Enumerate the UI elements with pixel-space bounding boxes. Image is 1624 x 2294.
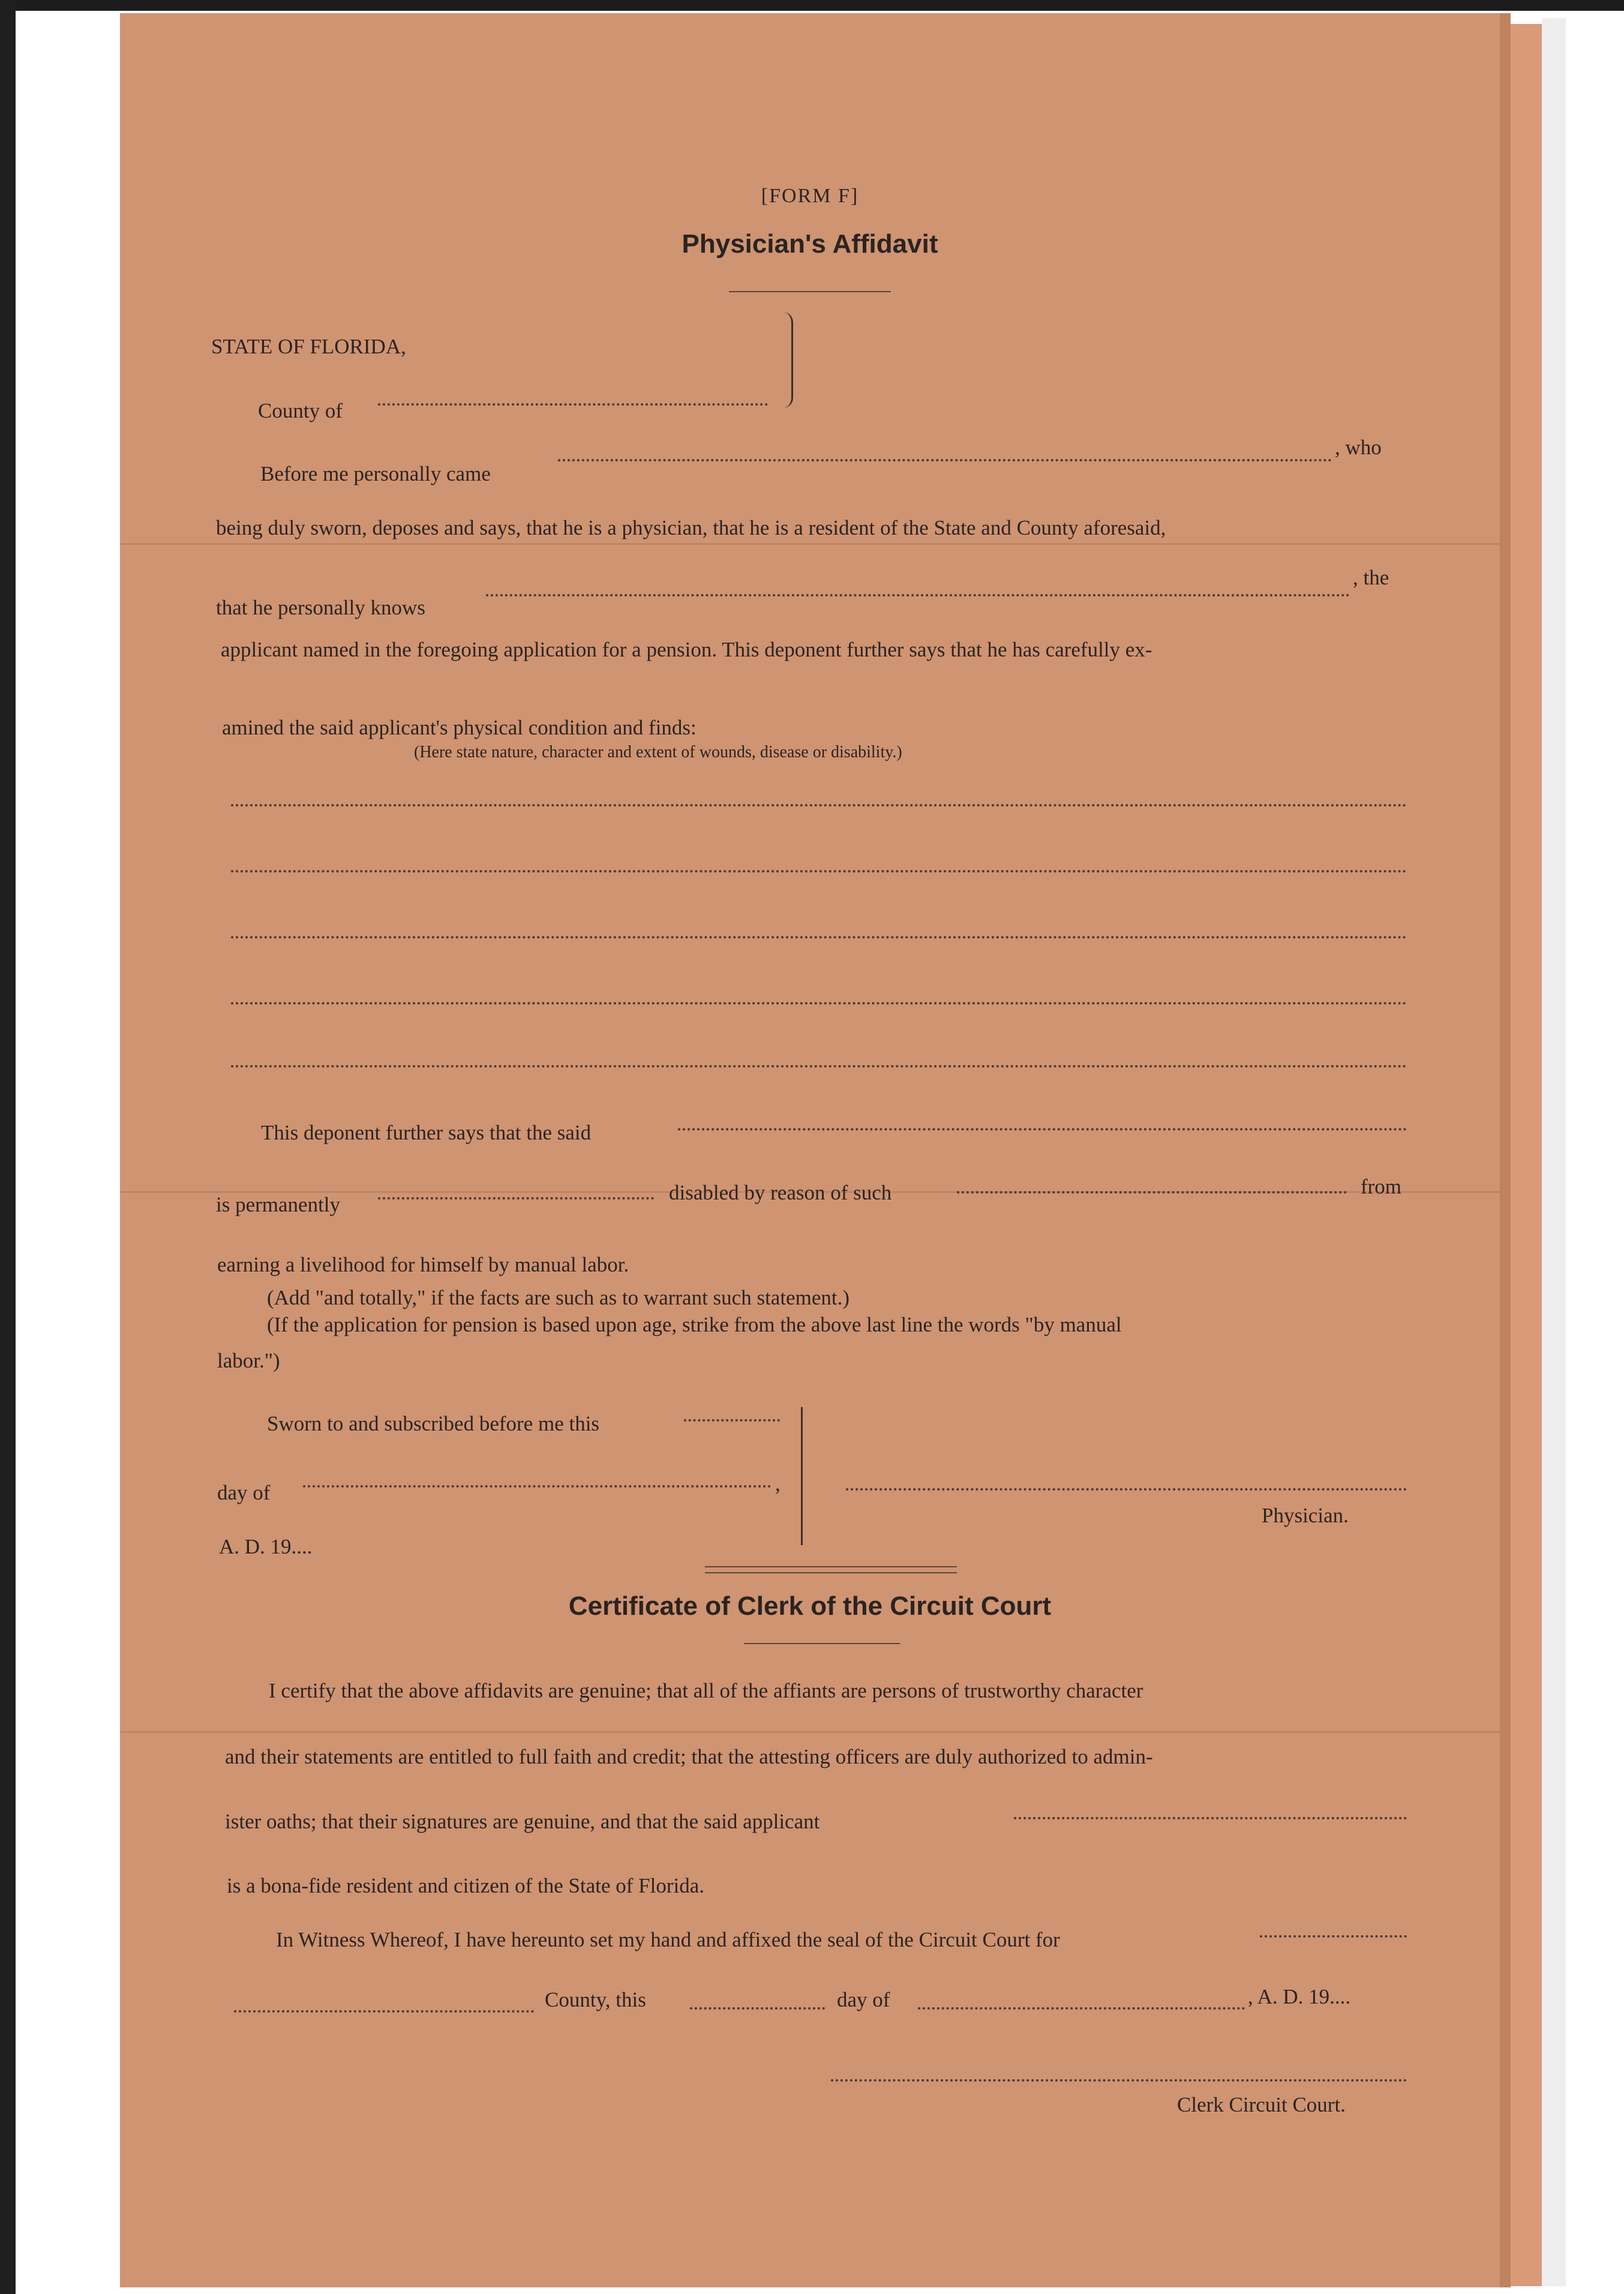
from-text: from — [1361, 1175, 1402, 1198]
cert-rule-bottom — [744, 1643, 900, 1644]
witness-day-of-label: day of — [837, 1988, 890, 2011]
cert-applicant-blank[interactable] — [1014, 1817, 1407, 1819]
disabled-label: disabled by reason of such — [669, 1181, 892, 1204]
page-title: Physician's Affidavit — [682, 229, 938, 259]
county-label: County of — [258, 399, 343, 422]
findings-blank-5[interactable] — [231, 1065, 1407, 1067]
witness-ad19-label: , A. D. 19.... — [1248, 1985, 1351, 2008]
disability-blank[interactable] — [957, 1191, 1347, 1194]
permanently-blank[interactable] — [378, 1197, 654, 1200]
note-totally: (Add "and totally," if the facts are such as to warrant such statement.) — [267, 1286, 849, 1309]
cert-rule-top — [705, 1566, 957, 1567]
witness-county-blank[interactable] — [234, 2010, 534, 2013]
form-label: [FORM F] — [761, 185, 859, 207]
sworn-to-label: Sworn to and subscribed before me this — [267, 1412, 600, 1435]
note-age-cont: labor.") — [217, 1349, 280, 1372]
cert-line-4: is a bona-fide resident and citizen of the State of Florida. — [227, 1874, 704, 1897]
sworn-month-blank[interactable] — [303, 1485, 771, 1488]
plastic-sleeve — [1542, 18, 1566, 2286]
cert-line-2: and their statements are entitled to full faith and credit; that the attesting officers are duly authorized to admin- — [225, 1745, 1153, 1768]
examined-line: amined the said applicant's physical condition and finds: — [222, 716, 697, 739]
clerk-signature-line[interactable] — [831, 2079, 1407, 2082]
day-of-comma: , — [775, 1472, 781, 1495]
witness-court-blank[interactable] — [1260, 1935, 1407, 1938]
certificate-title: Certificate of Clerk of the Circuit Court — [568, 1591, 1052, 1621]
scan-left-border — [0, 0, 16, 2294]
paper-fold — [120, 1731, 1500, 1733]
applicant-line: applicant named in the foregoing application for a pension. This deponent further says that he has carefully ex- — [221, 638, 1152, 661]
title-rule — [729, 291, 891, 292]
note-age: (If the application for pension is based upon age, strike from the above last line the words "by manual — [267, 1313, 1122, 1336]
applicant-blank-2[interactable] — [678, 1128, 1407, 1130]
cert-rule-top-2 — [705, 1572, 957, 1573]
further-says-label: This deponent further says that the said — [261, 1121, 592, 1144]
county-this-label: County, this — [545, 1988, 646, 2011]
witness-month-blank[interactable] — [918, 2007, 1245, 2010]
findings-blank-1[interactable] — [231, 804, 1407, 806]
scan-top-border — [0, 0, 1624, 11]
examined-note: (Here state nature, character and extent of wounds, disease or disability.) — [414, 743, 902, 761]
findings-blank-2[interactable] — [231, 870, 1407, 872]
witness-line: In Witness Whereof, I have hereunto set my hand and affixed the seal of the Circuit Court for — [276, 1928, 1060, 1951]
affiant-name-blank[interactable] — [558, 459, 1332, 461]
physician-signature-line[interactable] — [846, 1488, 1407, 1491]
bracket — [783, 312, 793, 408]
findings-blank-3[interactable] — [231, 936, 1407, 938]
ad-19-label: A. D. 19.... — [219, 1535, 313, 1558]
applicant-name-blank[interactable] — [486, 594, 1350, 596]
paper-fold — [120, 543, 1500, 545]
jurat-bracket — [801, 1407, 803, 1545]
knows-label: that he personally knows — [216, 596, 425, 619]
state-line: STATE OF FLORIDA, — [211, 335, 406, 358]
cert-line-3: ister oaths; that their signatures are genuine, and that the said applicant — [225, 1810, 820, 1833]
day-of-label: day of — [217, 1481, 271, 1504]
before-me-label: Before me personally came — [260, 462, 491, 485]
earning-line: earning a livelihood for himself by manual labor. — [217, 1253, 629, 1276]
clerk-label: Clerk Circuit Court. — [1177, 2093, 1346, 2116]
physician-label: Physician. — [1262, 1504, 1349, 1527]
findings-blank-4[interactable] — [231, 1002, 1407, 1004]
permanently-label: is permanently — [216, 1193, 341, 1216]
county-blank[interactable] — [378, 403, 768, 406]
cert-line-1: I certify that the above affidavits are genuine; that all of the affiants are persons of trustworthy character — [269, 1679, 1143, 1702]
who-text: , who — [1335, 436, 1382, 459]
sworn-line: being duly sworn, deposes and says, that he is a physician, that he is a resident of the State and County aforesaid, — [216, 516, 1166, 539]
witness-day-blank[interactable] — [690, 2007, 825, 2010]
the-text: , the — [1353, 566, 1389, 589]
sworn-day-blank[interactable] — [684, 1419, 780, 1422]
